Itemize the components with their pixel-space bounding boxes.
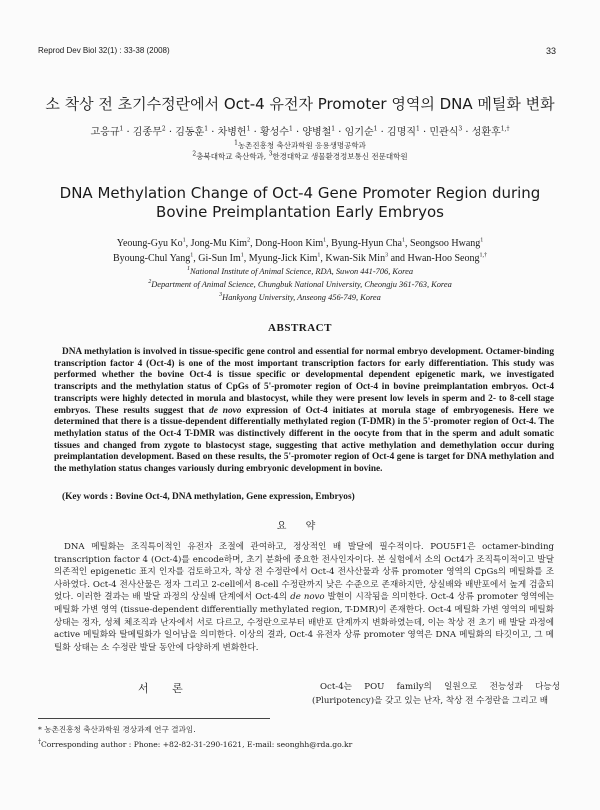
author-separator: · — [292, 127, 303, 138]
author-sup: 1 — [401, 237, 405, 244]
introduction-heading: 서 론 — [138, 682, 193, 695]
korean-title: 소 착상 전 초기수정란에서 Oct-4 유전자 Promoter 영역의 DNA 메틸화 변화 — [45, 95, 555, 113]
author-name: Kwan-Sik Min — [325, 253, 386, 264]
summary-italic: de novo — [290, 592, 325, 603]
author-sup: 1 — [246, 125, 251, 133]
english-title-line-2: Bovine Preimplantation Early Embryos — [156, 203, 444, 221]
author-separator: , — [320, 253, 326, 264]
english-title-line-1: DNA Methylation Change of Oct-4 Gene Promoter Region during — [59, 184, 541, 202]
author-name: Gi-Sun Im — [198, 253, 241, 264]
author-separator: , — [250, 238, 256, 249]
keywords: (Key words : Bovine Oct-4, DNA methylation, Gene expression, Embryos) — [62, 492, 355, 502]
author-name: 김동훈 — [175, 127, 205, 138]
affil-sup: 3 — [219, 292, 223, 299]
author-sup: 1 — [373, 125, 378, 133]
affil-text: Hankyong University, Anseong 456-749, Korea — [222, 293, 381, 302]
author-sup: 1 — [204, 125, 209, 133]
page-number: 33 — [545, 46, 556, 56]
footnote-text: Corresponding author : Phone: +82-82-31-290-1621, E-mail: seonghh@rda.go.kr — [41, 740, 353, 749]
author-separator: , — [404, 238, 410, 249]
affil-sup: 3 — [268, 150, 273, 158]
author-separator: · — [377, 127, 388, 138]
author-separator: · — [419, 127, 430, 138]
summary-text: 발현이 시작됨을 의미한다. Oct-4 상류 promoter 영역에는 메틸화 가변 영역 (tissue-dependent differentially methylated region, T-DMR)이 존재한다. Oct-4 메틸화 가변 영역의 메틸화 상태는 정자, 성체 체조직과 난자에서 서로 다르고, 수정란으로부터 배반포 단계까지 변화하였는데, 이는 착상 전 초기 배 발달 과정에 active 메틸화와 탈메틸화가 일어남을 의미한다. 이상의 결과, Oct-4 유전자 상류 promoter 영역은 DNA 메틸화의 타깃이고, 그 메틸화 상태는 소 수정란 발달 동안에 다양하게 변화한다. — [54, 592, 554, 653]
author-separator: · — [208, 127, 218, 138]
author-name: Jong-Mu Kim — [190, 238, 248, 249]
author-name: Byung-Hyun Cha — [331, 238, 402, 249]
footnote-rule — [38, 718, 270, 719]
abstract-heading: ABSTRACT — [268, 322, 332, 334]
author-name: Dong-Hoon Kim — [255, 238, 324, 249]
affil-text: National Institute of Animal Science, RDA, Suwon 441-706, Korea — [189, 267, 414, 276]
english-affiliation-1 — [0, 267, 600, 276]
english-authors-line-1 — [0, 236, 600, 251]
author-name: 민관식 — [429, 127, 459, 138]
author-name: Byoung-Chul Yang — [113, 253, 191, 264]
author-sup: 1 — [190, 252, 194, 259]
footnote-corresponding — [38, 740, 352, 749]
author-name: 김종무 — [132, 127, 162, 138]
author-separator: · — [165, 127, 176, 138]
abstract-body — [54, 347, 554, 476]
author-sup: 1 — [416, 125, 420, 133]
author-sup: 1 — [119, 125, 124, 133]
summary-text: DNA 메틸화는 조직특이적인 유전자 조절에 관여하고, 정상적인 배 발달에 필수적이다. POU5F1은 octamer-binding transcription factor 4 (Oct-4)를 encode하며, 초기 분화에 중요한 전사인자이다. 본 실험에서 소의 Oct4가 조직특이적이고 발달의존적인 epigenetic 표지 인자를 검토하고자, 착상 전 수정란에서 Oct-4 전사산물과 상류 promoter 영역의 CpGs의 메틸화를 조사하였다. Oct-4 전사산물은 정자 그리고 2-cell에서 8-cell 수정란까지 낮은 수준으로 존재하지만, 상실배와 배반포에서 높게 검출되었다. 이러한 결과는 배 발달 과정의 상실배 단계에서 Oct-4의 — [54, 542, 554, 603]
author-separator: · — [250, 127, 260, 138]
affil-sup: 2 — [192, 150, 197, 158]
author-name: 황성수 — [259, 127, 289, 138]
author-name: 김명직 — [387, 127, 417, 138]
author-name: Myung-Jick Kim — [248, 253, 318, 264]
affil-text: 농촌진흥청 축산과학원 응용생명공학과 — [237, 141, 366, 150]
footnote-funding: * 농촌진흥청 축산과학원 경상과제 연구 결과임. — [38, 725, 196, 734]
author-sup: 1 — [240, 252, 244, 259]
author-separator: , — [326, 238, 332, 249]
affil-text: 충북대학교 축산학과, — [196, 152, 269, 161]
author-separator: · — [123, 127, 133, 138]
author-separator: and — [388, 253, 408, 264]
affil-text: 한경대학교 생물환경정보통신 전문대학원 — [272, 152, 408, 161]
abstract-text: DNA methylation is involved in tissue-specific gene control and essential for normal embryo development. Octamer-binding transcription factor 4 (Oct-4) is one of the most important transcription factors for early differentiation. This study was performed whether the bovine Oct-4 is tissue specific or developmental dependent epigenetic mark, we investigated transcripts and the methylation status of CpGs of 5'-promoter region of Oct-4 in bovine preimplantation embryos. Oct-4 transcripts were highly detected in morula and blastocyst, while they were present low levels in sperm and 2- to 8-cell stage embryos. These results suggest that — [54, 347, 554, 416]
author-name: Seongsoo Hwang — [409, 238, 481, 249]
korean-summary-body — [54, 541, 554, 654]
author-sup: 3 — [385, 252, 389, 259]
author-sup: 1 — [331, 125, 336, 133]
introduction-right-column — [312, 680, 560, 708]
author-separator: , — [185, 238, 191, 249]
author-separator: , — [243, 253, 249, 264]
abstract-text: expression of Oct-4 initiates at morula stage of embryogenesis. Here we determined that there is a tissue-dependent differentially methylated region (T-DMR) in the 5'-promoter region of Oct-4. The methylation status of the Oct-4 T-DMR was distinctively different in the oocyte from that in the sperm and adult somatic tissues and changed from zygote to blastocyst stage, suggesting that active methylation and demethylation occur during preimplantation development. Based on these results, the 5'-promoter region of Oct-4 gene is target for DNA methylation and the methylation status changes variously during embryonic development in bovine. — [54, 405, 554, 475]
author-name: Yeoung-Gyu Ko — [116, 238, 183, 249]
author-separator: · — [462, 127, 472, 138]
english-title — [0, 184, 600, 222]
abstract-italic: de novo — [209, 405, 242, 416]
affil-sup: 2 — [148, 279, 152, 286]
english-affiliation-2 — [0, 280, 600, 289]
author-sup: 3 — [458, 125, 463, 133]
author-separator: , — [193, 253, 199, 264]
korean-summary-heading: 요 약 — [276, 521, 324, 532]
affil-sup: 1 — [186, 266, 190, 273]
affil-text: Department of Animal Science, Chungbuk National University, Cheongju 361-763, Korea — [151, 280, 452, 289]
english-authors — [0, 236, 600, 266]
author-separator: · — [335, 127, 345, 138]
english-affiliation-3 — [0, 293, 600, 302]
author-name: Hwan-Hoo Seong — [407, 253, 480, 264]
author-sup: 1 — [288, 125, 293, 133]
author-sup: 1 — [323, 237, 327, 244]
intro-text: Oct-4는 POU family의 일원으로 전능성과 다능성(Pluripotency)을 갖고 있는 난자, 착상 전 수정란을 그리고 배 — [312, 682, 560, 706]
footnote-mark: † — [38, 738, 41, 746]
korean-affiliation-1 — [0, 140, 600, 151]
author-name: 고응규 — [90, 127, 120, 138]
affil-sup: 1 — [234, 139, 238, 147]
author-sup: 1,† — [479, 252, 487, 259]
english-authors-line-2 — [0, 251, 600, 266]
korean-authors — [0, 123, 600, 138]
author-sup: 2 — [161, 125, 166, 133]
author-name: 임기순 — [344, 127, 374, 138]
author-name: 차병헌 — [217, 127, 247, 138]
journal-citation: Reprod Dev Biol 32(1) : 33-38 (2008) — [38, 46, 170, 55]
author-name: 양병철 — [302, 127, 332, 138]
author-sup: 1 — [317, 252, 321, 259]
author-sup: 1 — [480, 237, 484, 244]
korean-affiliation-2 — [0, 151, 600, 162]
author-sup: 1,† — [500, 125, 510, 133]
author-name: 성환후 — [471, 127, 501, 138]
author-sup: 1 — [182, 237, 186, 244]
author-sup: 2 — [247, 237, 251, 244]
